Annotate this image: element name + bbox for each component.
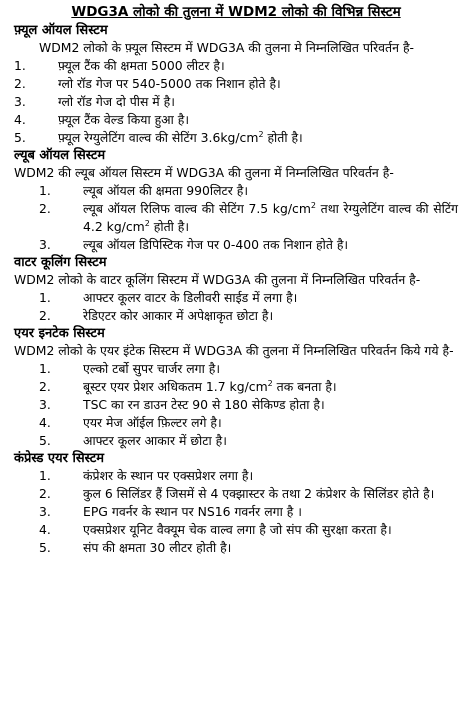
item-list xyxy=(14,57,458,147)
section-heading: एयर इनटेक सिस्टम xyxy=(14,326,105,341)
item-text: ल्यूब ऑयल रिलिफ वाल्व की सेटिंग 7.5 $kg/cm^2$ तथा रेग्युलेटिंग वाल्व की सेटिंग 4.2 $kg/cm^2$ होती है। xyxy=(83,200,459,234)
section-intro: WDM2 लोको के एयर इंटेक सिस्टम में WDG3A की तुलना में निम्नलिखित परिवर्तन किये गये है- xyxy=(14,343,454,358)
item-text: ग्लो रॉड गेज दो पीस में है। xyxy=(58,94,175,109)
section-heading: ल्यूब ऑयल सिस्टम xyxy=(14,148,106,163)
list-item xyxy=(14,485,458,503)
list-item xyxy=(14,75,458,93)
item-number: 3. xyxy=(39,397,51,412)
section-heading: कंप्रेस्ड एयर सिस्टम xyxy=(14,451,105,466)
list-item xyxy=(14,129,458,147)
item-number: 5. xyxy=(39,433,51,448)
item-text: रेडिएटर कोर आकार में अपेक्षाकृत छोटा है। xyxy=(83,308,274,323)
item-text: आफ्टर कूलर आकार में छोटा है। xyxy=(83,433,227,448)
item-text: फ़्यूल रेग्युलेटिंग वाल्व की सेटिंग $3.6kg/cm^2$ होती है। xyxy=(58,129,303,145)
list-item xyxy=(14,307,458,325)
item-text: ग्लो रॉड गेज पर 540-5000 तक निशान होते है। xyxy=(58,76,281,91)
item-number: 1. xyxy=(14,58,26,73)
list-item xyxy=(14,182,458,200)
page-title: WDG3A लोको की तुलना में WDM2 लोको की विभिन्न सिस्टम xyxy=(71,4,401,20)
item-list xyxy=(14,289,458,325)
section-fuel-oil xyxy=(14,22,458,147)
item-number: 2. xyxy=(39,201,51,216)
list-item xyxy=(14,57,458,75)
item-number: 1. xyxy=(39,290,51,305)
section-intro: WDM2 लोको के फ़्यूल सिस्टम में WDG3A की तुलना मे निम्नलिखित परिवर्तन है- xyxy=(39,40,414,55)
item-text: TSC का रन डाउन टेस्ट 90 से 180 सेकिण्ड होता है। xyxy=(83,397,325,412)
section-water-cooling xyxy=(14,254,458,325)
item-text: एल्को टर्बो सुपर चार्जर लगा है। xyxy=(83,361,221,376)
item-text: आफ्टर कूलर वाटर के डिलीवरी साईड में लगा है। xyxy=(83,290,298,305)
list-item xyxy=(14,539,458,557)
list-item xyxy=(14,414,458,432)
list-item xyxy=(14,467,458,485)
item-list xyxy=(14,467,458,557)
item-number: 3. xyxy=(39,504,51,519)
section-air-intake xyxy=(14,325,458,450)
list-item xyxy=(14,503,458,521)
item-number: 4. xyxy=(39,415,51,430)
section-intro: WDM2 की ल्यूब ऑयल सिस्टम में WDG3A की तुलना में निम्नलिखित परिवर्तन है- xyxy=(14,165,394,180)
item-list xyxy=(14,360,458,450)
item-text: कुल 6 सिलिंडर हैं जिसमें से 4 एक्झास्टर के तथा 2 कंप्रेशर के सिलिंडर होते है। xyxy=(83,486,435,501)
item-number: 4. xyxy=(14,112,26,127)
item-text: बूस्टर एयर प्रेशर अधिकतम 1.7 $kg/cm^2$ तक बनता है। xyxy=(83,378,337,394)
section-heading: फ़्यूल ऑयल सिस्टम xyxy=(14,23,108,38)
section-compressed-air xyxy=(14,450,458,557)
item-text: एक्सप्रेशर यूनिट वैक्यूम चेक वाल्व लगा है जो संप की सुरक्षा करता है। xyxy=(83,522,392,537)
list-item xyxy=(14,200,458,236)
list-item xyxy=(14,93,458,111)
item-number: 3. xyxy=(14,94,26,109)
list-item xyxy=(14,432,458,450)
item-number: 5. xyxy=(39,540,51,555)
item-text: एयर मेज ऑईल फ़िल्टर लगे है। xyxy=(83,415,222,430)
item-text: फ़्यूल टैंक की क्षमता 5000 लीटर है। xyxy=(58,58,225,73)
section-intro: WDM2 लोको के वाटर कूलिंग सिस्टम में WDG3A की तुलना में निम्नलिखित परिवर्तन है- xyxy=(14,272,421,287)
list-item xyxy=(14,396,458,414)
list-item xyxy=(14,289,458,307)
list-item xyxy=(14,111,458,129)
item-text: संप की क्षमता 30 लीटर होती है। xyxy=(83,540,232,555)
list-item xyxy=(14,236,458,254)
list-item xyxy=(14,521,458,539)
section-lube-oil xyxy=(14,147,458,254)
item-number: 3. xyxy=(39,237,51,252)
item-number: 1. xyxy=(39,468,51,483)
item-number: 2. xyxy=(39,379,51,394)
item-number: 2. xyxy=(14,76,26,91)
item-number: 1. xyxy=(39,183,51,198)
item-text: ल्यूब ऑयल डिपिस्टिक गेज पर 0-400 तक निशान होते है। xyxy=(83,237,349,252)
item-text: EPG गवर्नर के स्थान पर NS16 गवर्नर लगा है । xyxy=(83,504,302,519)
section-heading: वाटर कूलिंग सिस्टम xyxy=(14,255,107,270)
item-number: 5. xyxy=(14,130,26,145)
item-list xyxy=(14,182,458,254)
list-item xyxy=(14,360,458,378)
item-number: 4. xyxy=(39,522,51,537)
item-number: 2. xyxy=(39,486,51,501)
item-text: ल्यूब ऑयल की क्षमता 990लिटर है। xyxy=(83,183,249,198)
item-text: फ़्यूल टैंक वेल्ड किया हुआ है। xyxy=(58,112,190,127)
list-item xyxy=(14,378,458,396)
item-number: 1. xyxy=(39,361,51,376)
item-number: 2. xyxy=(39,308,51,323)
item-text: कंप्रेशर के स्थान पर एक्सप्रेशर लगा है। xyxy=(83,468,254,483)
